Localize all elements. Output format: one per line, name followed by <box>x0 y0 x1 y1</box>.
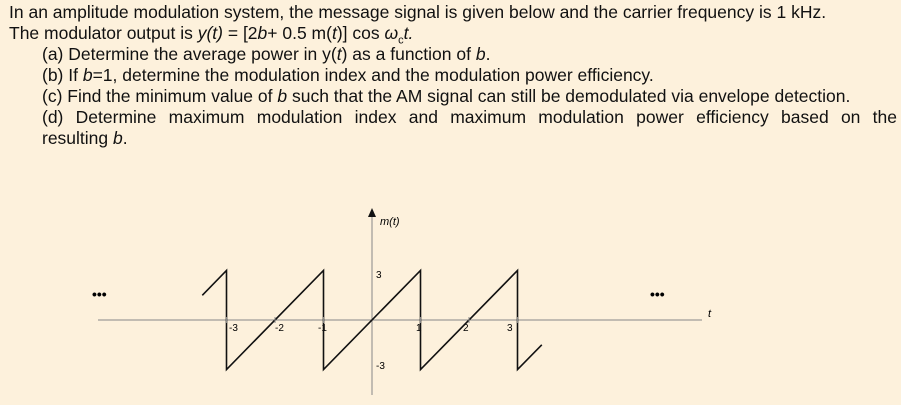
eq-part: t. <box>403 23 414 43</box>
part-a <box>42 44 897 65</box>
part-d-line-2 <box>42 128 897 149</box>
left-continuation-dots: ••• <box>92 286 107 302</box>
x-tick-neg3: -3 <box>229 323 238 334</box>
message-signal-figure <box>0 200 901 400</box>
eq-part: = [2 <box>223 23 258 43</box>
part-c <box>42 86 897 107</box>
eq-part: )] cos <box>336 23 385 43</box>
m-axis-arrowhead <box>368 208 376 217</box>
intro-line-1: In an amplitude modulation system, the message signal is given below and the carrier frequency is 1 kHz. <box>9 2 827 22</box>
carrier-subscript: c <box>398 34 404 47</box>
part-a-text: (a) Determine the average power in y( <box>42 44 337 64</box>
part-b-tail: =1, determine the modulation index and the modulation power efficiency. <box>92 65 654 85</box>
x-tick-1: 1 <box>416 323 422 334</box>
var-b: b <box>113 128 123 148</box>
x-tick-neg1: -1 <box>318 323 327 334</box>
x-tick-3: 3 <box>507 323 513 334</box>
var-b: b <box>475 44 486 64</box>
period: . <box>485 44 491 64</box>
var-b: b <box>257 23 268 43</box>
period: . <box>122 128 128 148</box>
part-c-tail: such that the AM signal can still be demodulated via envelope detection. <box>287 86 851 106</box>
x-tick-2: 2 <box>463 323 469 334</box>
x-axis-label: t <box>708 308 712 320</box>
problem-parts <box>42 44 897 149</box>
eq-part: + 0.5 m( <box>267 23 332 43</box>
y-of-t: y(t) <box>197 23 223 43</box>
var-t: t <box>331 23 337 43</box>
right-continuation-dots: ••• <box>650 286 665 302</box>
part-a-tail: ) as a function of <box>341 44 476 64</box>
var-b: b <box>82 65 93 85</box>
var-t: t <box>336 44 342 64</box>
x-tick-neg2: -2 <box>275 323 284 334</box>
part-b <box>42 65 897 86</box>
sawtooth-plot <box>0 200 901 400</box>
part-b-text: (b) If <box>42 65 83 85</box>
y-tick-neg3: -3 <box>376 361 385 372</box>
var-b: b <box>277 86 288 106</box>
part-d-tail: resulting <box>42 128 114 148</box>
intro-text: The modulator output is <box>9 23 198 43</box>
y-axis-label: m(t) <box>380 216 400 228</box>
y-tick-3: 3 <box>376 270 382 281</box>
part-c-text: (c) Find the minimum value of <box>42 86 278 106</box>
omega-symbol: ω <box>384 23 399 43</box>
part-d: (d) Determine maximum modulation index and maximum modulation power efficiency based on the <box>42 107 897 127</box>
